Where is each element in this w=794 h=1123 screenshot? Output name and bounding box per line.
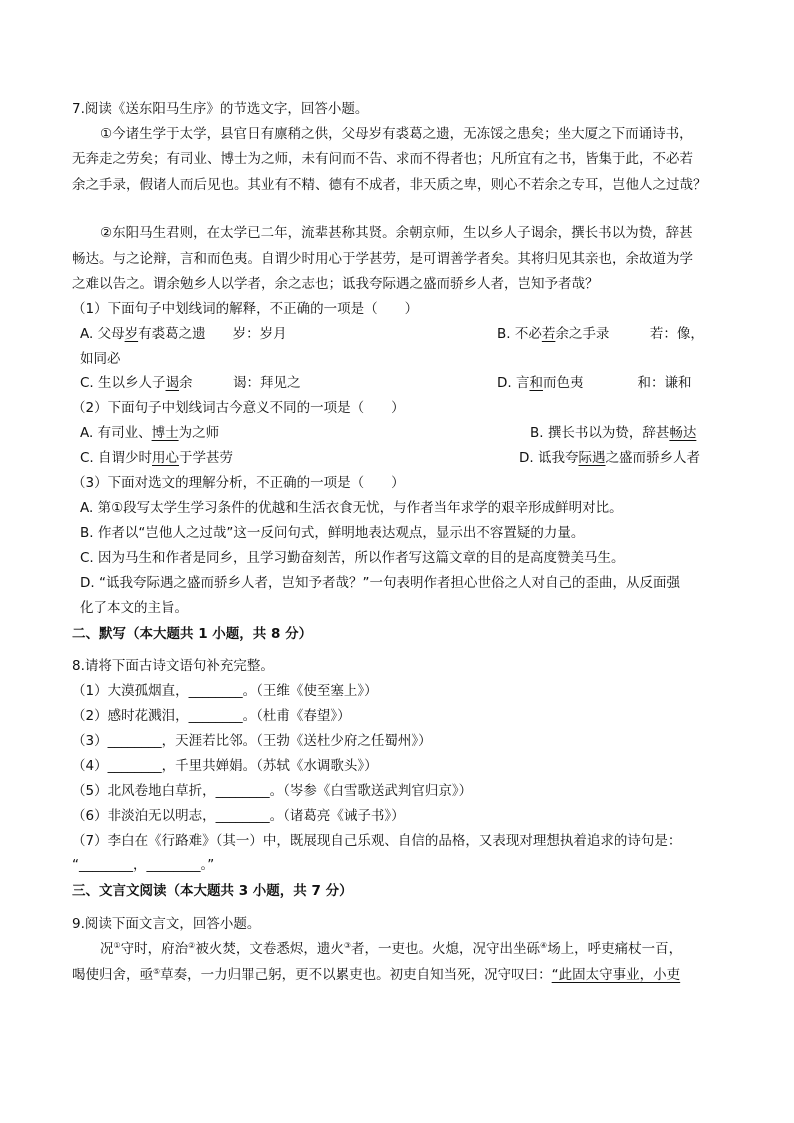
section-3-heading: 三、文言文阅读（本大题共 3 小题，共 7 分）: [72, 883, 353, 899]
q8-item-5: （5）北风卷地白草折，________。（岑参《白雪歌送武判官归京》）: [72, 783, 473, 799]
q8-item-7-answer-blanks: “________，________。”: [72, 857, 215, 873]
q7-passage-1-line-1: ①今诸生学于太学，县官日有廪稍之供，父母岁有裘葛之遗，无冻馁之患矣；坐大厦之下而诵诗书，: [100, 126, 693, 142]
q7-sub2-option-b: B. 撰长书以为贽，辞甚畅达: [530, 425, 697, 441]
q7-sub1-option-d: D. 言和而色夷 和：谦和: [497, 375, 692, 391]
q7-sub2-option-d: D. 诋我夸际遇之盛而骄乡人者: [519, 450, 700, 466]
q7-sub3-option-d: D. “诋我夸际遇之盛而骄乡人者，岂知予者哉？”一句表明作者担心世俗之人对自己的歪曲，从反面强: [80, 575, 680, 591]
q7-sub3-option-a: A. 第①段写太学生学习条件的优越和生活衣食无忧，与作者当年求学的艰辛形成鲜明对比。: [80, 500, 623, 516]
q8-title: 8.请将下面古诗文语句补充完整。: [72, 658, 274, 674]
q7-sub3-option-c: C. 因为马生和作者是同乡，且学习勤奋刻苦，所以作者写这篇文章的目的是高度赞美马生。: [80, 550, 625, 566]
q8-item-6: （6）非淡泊无以明志，________。（诸葛亮《诫子书》）: [72, 808, 405, 824]
q9-passage-line-2: 喝使归舍，亟⑤草奏，一力归罪己躬，更不以累吏也。初吏自知当死，况守叹曰：“此固太守事业，小吏: [72, 967, 681, 983]
q8-item-4: （4）________，千里共婵娟。（苏轼《水调歌头》）: [72, 758, 378, 774]
section-2-heading: 二、默写（本大题共 1 小题，共 8 分）: [72, 626, 313, 642]
q8-item-3: （3）________，天涯若比邻。（王勃《送杜少府之任蜀州》）: [72, 733, 432, 749]
q7-passage-2-line-2: 畅达。与之论辩，言和而色夷。自谓少时用心于学甚劳，是可谓善学者矣。其将归见其亲也，余故道为学: [72, 251, 693, 267]
q7-passage-1-line-2: 无奔走之劳矣；有司业、博士为之师，未有问而不告、求而不得者也；凡所宜有之书，皆集于此，不必若: [72, 151, 693, 167]
q7-passage-1-line-3: 余之手录，假诸人而后见也。其业有不精、德有不成者，非天质之卑，则心不若余之专耳，岂他人之过哉？: [72, 177, 707, 193]
q9-passage-line-1: 况①守时，府治②被火焚，文卷悉烬，遗火③者，一吏也。火熄，况守出坐砾④场上，呼吏痛杖一百，: [100, 941, 683, 957]
q7-sub1-option-a: A. 父母岁有裘葛之遗 岁：岁月: [80, 326, 287, 342]
q8-item-7: （7）李白在《行路难》（其一）中，既展现自己乐观、自信的品格，又表现对理想执着追求的诗句是：: [72, 833, 682, 849]
q7-passage-2-line-3: 之难以告之。谓余勉乡人以学者，余之志也；诋我夸际遇之盛而骄乡人者，岂知予者哉？: [72, 276, 599, 292]
q7-title: 7.阅读《送东阳马生序》的节选文字，回答小题。: [72, 101, 369, 117]
q7-sub3-option-b: B. 作者以“岂他人之过哉”这一反问句式，鲜明地表达观点，显示出不容置疑的力量。: [80, 525, 585, 541]
q7-sub1-option-b: B. 不必若余之手录 若：像，: [497, 326, 704, 342]
q7-passage-2-line-1: ②东阳马生君则，在太学已二年，流辈甚称其贤。余朝京师，生以乡人子谒余，撰长书以为贽，辞甚: [100, 225, 693, 241]
q9-title: 9.阅读下面文言文，回答小题。: [72, 916, 261, 932]
q7-sub2-stem: （2）下面句子中划线词古今意义不同的一项是（ ）: [72, 400, 405, 416]
q8-item-2: （2）感时花溅泪，________。（杜甫《春望》）: [72, 708, 351, 724]
q7-sub1-option-c: C. 生以乡人子谒余 谒：拜见之: [80, 375, 301, 391]
q7-sub3-option-d-continued: 化了本文的主旨。: [80, 600, 188, 616]
q8-item-1: （1）大漠孤烟直，________。（王维《使至塞上》）: [72, 683, 378, 699]
q7-sub2-option-a: A. 有司业、博士为之师: [80, 425, 220, 441]
q7-sub2-option-c: C. 自谓少时用心于学甚劳: [80, 450, 234, 466]
q7-sub1-option-b-continued: 如同必: [80, 351, 121, 367]
q7-sub1-stem: （1）下面句子中划线词的解释，不正确的一项是（ ）: [72, 301, 419, 317]
q7-sub3-stem: （3）下面对选文的理解分析，不正确的一项是（ ）: [72, 475, 405, 491]
